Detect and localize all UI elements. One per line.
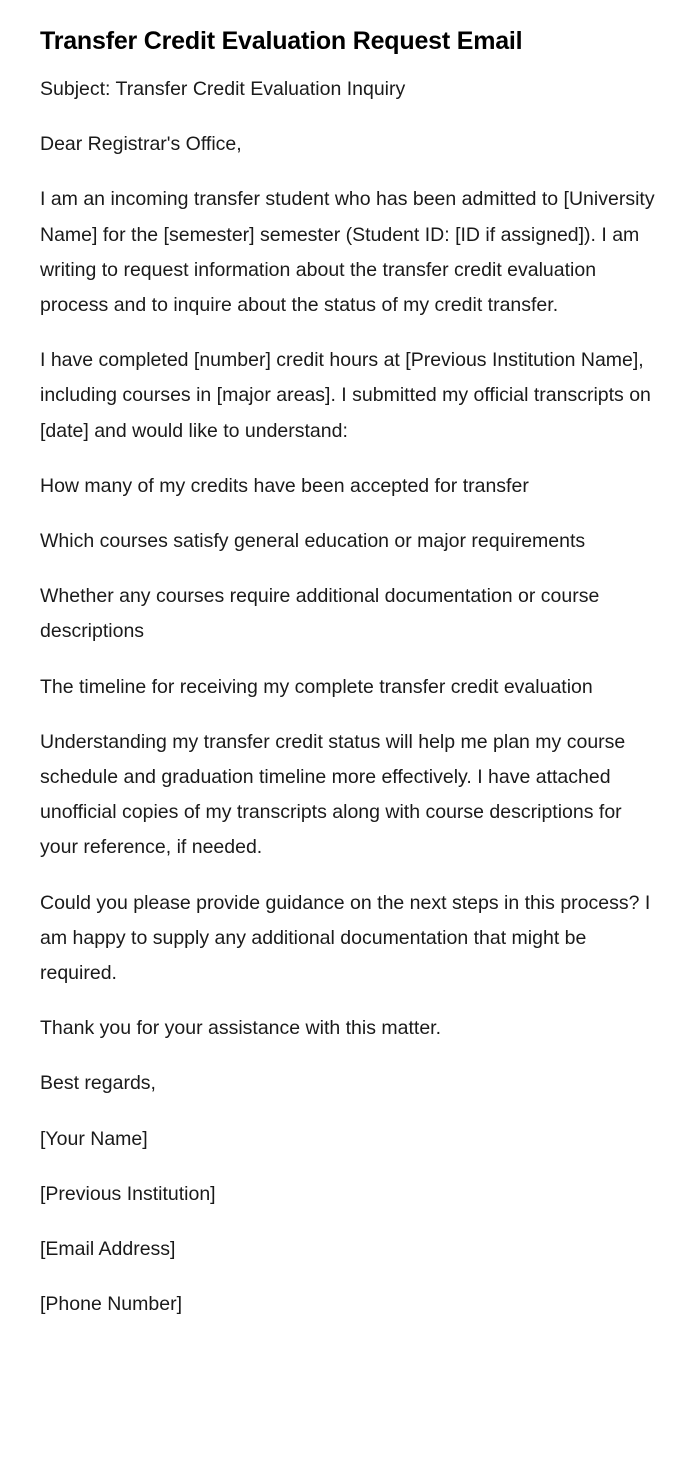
question-item: Which courses satisfy general education or major requirements [40,530,586,553]
purpose-paragraph: Understanding my transfer credit status will help me plan my course schedule and graduation timeline more effectively. I have attached unofficial copies of my transcripts along with course descriptions for your reference, if needed. [40,730,626,859]
page-title: Transfer Credit Evaluation Request Email [40,27,523,55]
signature-phone: [Phone Number] [40,1293,182,1316]
question-item: How many of my credits have been accepted for transfer [40,474,529,497]
thanks-line: Thank you for your assistance with this matter. [40,1017,442,1040]
request-paragraph: Could you please provide guidance on the next steps in this process? I am happy to supply any additional documentation that might be required. [40,891,651,985]
email-greeting: Dear Registrar's Office, [40,133,242,156]
signature-institution: [Previous Institution] [40,1182,216,1205]
intro-paragraph: I am an incoming transfer student who has been admitted to [University Name] for the [semester] semester (Student ID: [ID if assigned]). I am writing to request information about the transfer credit evaluation process and to inquire about the status of my credit transfer. [40,188,655,317]
background-paragraph: I have completed [number] credit hours at [Previous Institution Name], including courses in [major areas]. I submitted my official transcripts on [date] and would like to understand: [40,349,651,442]
question-item: The timeline for receiving my complete transfer credit evaluation [40,675,593,698]
email-subject: Subject: Transfer Credit Evaluation Inquiry [40,78,406,100]
closing-line: Best regards, [40,1072,156,1095]
signature-name: [Your Name] [40,1127,148,1150]
question-item: Whether any courses require additional documentation or course descriptions [40,585,600,643]
signature-email: [Email Address] [40,1238,176,1261]
